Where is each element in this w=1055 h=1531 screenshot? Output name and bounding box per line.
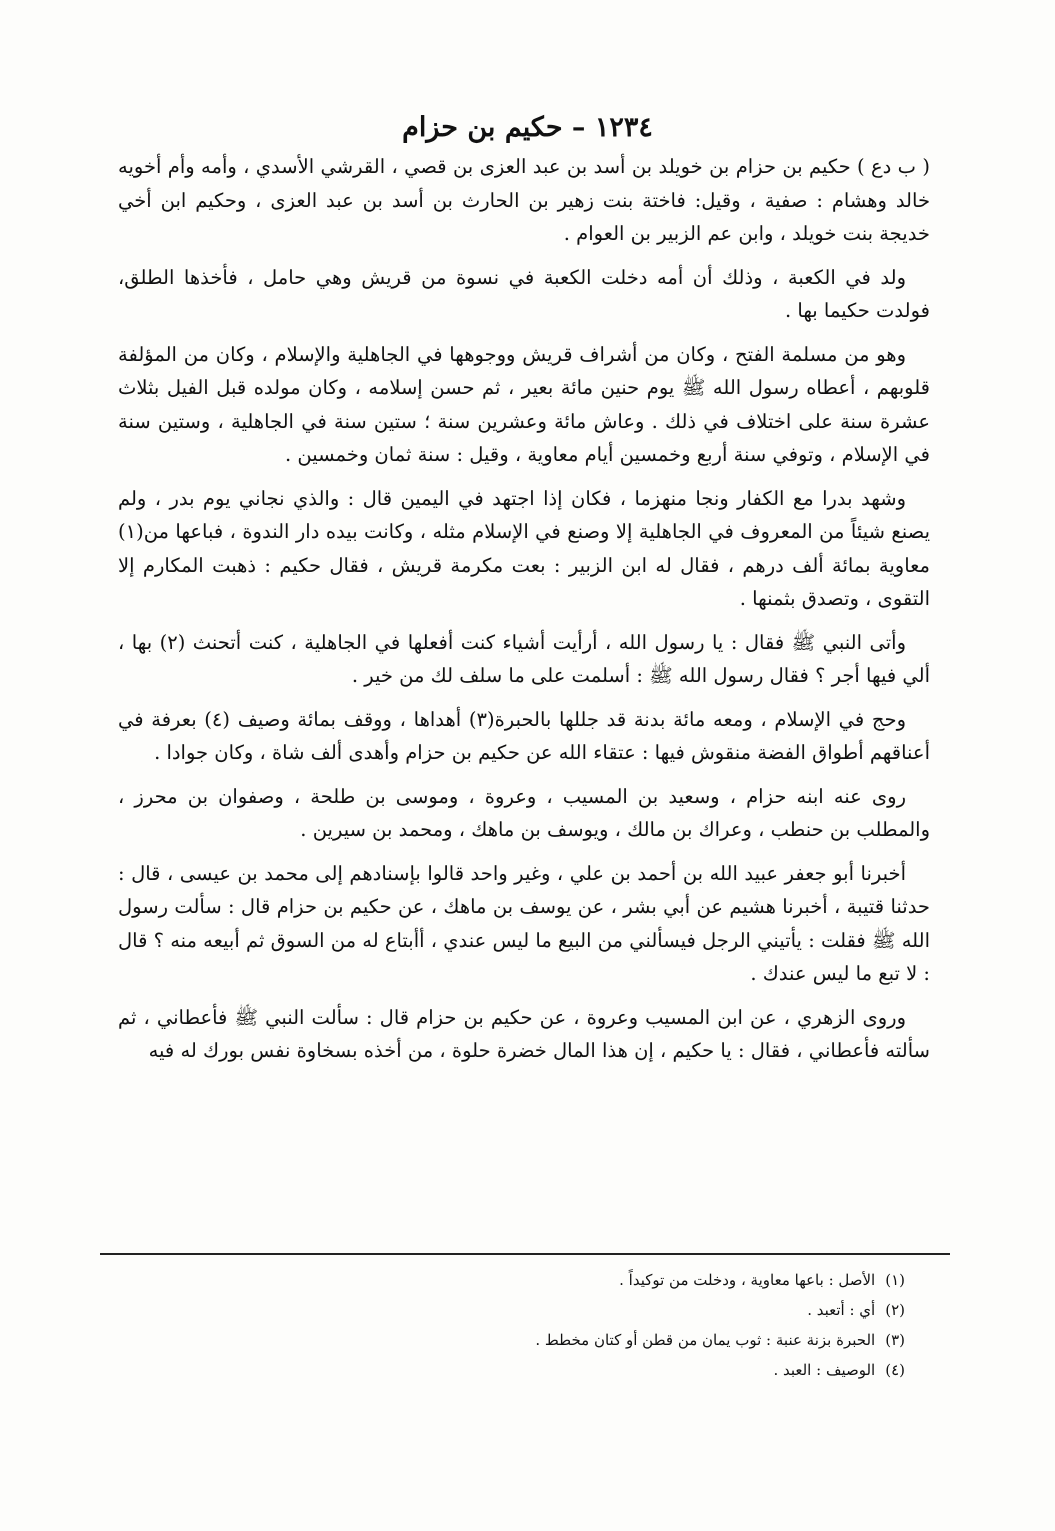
footnote-2: [485, 1295, 905, 1325]
entry-heading: ١٢٣٤ – حكيم بن حزام: [402, 112, 653, 143]
footnote-3: [485, 1325, 905, 1355]
paragraph-question: وأتى النبي ﷺ فقال : يا رسول الله ، أرأيت أشياء كنت أفعلها في الجاهلية ، كنت أتحنث (٢) بها ، ألي فيها أجر ؟ فقال رسول الله ﷺ : أسلمت على ما سلف لك من خير .: [118, 630, 930, 687]
footnote-text: الحبرة بزنة عنبة : ثوب يمان من قطن أو كتان مخطط .: [535, 1331, 876, 1349]
footnote-divider: [100, 1253, 950, 1255]
paragraph-hajj: وحج في الإسلام ، ومعه مائة بدنة قد جللها بالحبرة(٣) أهداها ، ووقف بمائة وصيف (٤) بعرفة في أعناقهم أطواق الفضة منقوش فيها : عتقاء الله عن حكيم بن حزام وأهدى ألف شاة ، وكان جوادا .: [118, 707, 930, 764]
footnote-number: (٤): [885, 1361, 905, 1379]
entry-body: [118, 150, 930, 1078]
paragraph-narrators: روى عنه ابنه حزام ، وسعيد بن المسيب ، وعروة ، وموسى بن طلحة ، وصفوان بن محرز ، والمطلب بن حنطب ، وعراك بن مالك ، ويوسف بن ماهك ، ومحمد بن سيرين .: [118, 784, 930, 841]
footnote-4: [485, 1355, 905, 1385]
paragraph-lineage: ( ب دع ) حكيم بن حزام بن خويلد بن أسد بن عبد العزى بن قصي ، القرشي الأسدي ، وأمه وأم أخويه خالد وهشام : صفية ، وقيل: فاختة بنت زهير بن الحارث بن أسد بن عبد العزى ، وحكيم ابن أخي خديجة بنت خويلد ، وابن عم الزبير بن العوام .: [118, 155, 930, 245]
footnote-text: الوصيف : العبد .: [773, 1361, 876, 1379]
paragraph-islam: وهو من مسلمة الفتح ، وكان من أشراف قريش ووجوهها في الجاهلية والإسلام ، وكان من المؤلفة قلوبهم ، أعطاه رسول الله ﷺ يوم حنين مائة بعير ، ثم حسن إسلامه ، وكان مولده قبل الفيل بثلاث عشرة سنة على اختلاف في ذلك . وعاش مائة وعشرين سنة ؛ ستين سنة في الجاهلية ، وستين سنة في الإسلام ، وتوفي سنة أربع وخمسين أيام معاوية ، وقيل : سنة ثمان وخمسين .: [118, 342, 930, 466]
footnote-text: أي : أتعبد .: [807, 1301, 876, 1319]
footnotes: [485, 1265, 905, 1385]
footnote-text: الأصل : باعها معاوية ، ودخلت من توكيداً .: [619, 1271, 876, 1289]
paragraph-zuhri: وروى الزهري ، عن ابن المسيب وعروة ، عن حكيم بن حزام قال : سألت النبي ﷺ فأعطاني ، ثم سألته فأعطاني ، فقال : يا حكيم ، إن هذا المال خضرة حلوة ، من أخذه بسخاوة نفس بورك له فيه: [118, 1005, 930, 1062]
footnote-1: [485, 1265, 905, 1295]
footnote-number: (٣): [885, 1331, 905, 1349]
paragraph-birth: ولد في الكعبة ، وذلك أن أمه دخلت الكعبة في نسوة من قريش وهي حامل ، فأخذها الطلق، فولدت حكيما بها .: [118, 265, 930, 322]
paragraph-badr: وشهد بدرا مع الكفار ونجا منهزما ، فكان إذا اجتهد في اليمين قال : والذي نجاني يوم بدر ، ولم يصنع شيئاً من المعروف في الجاهلية إلا وصنع في الإسلام مثله ، وكانت بيده دار الندوة ، فباعها من(١) معاوية بمائة ألف درهم ، فقال له ابن الزبير : بعت مكرمة قريش ، فقال حكيم : ذهبت المكارم إلا التقوى ، وتصدق بثمنها .: [118, 486, 930, 610]
footnote-number: (٢): [885, 1301, 905, 1319]
footnote-number: (١): [885, 1271, 905, 1289]
paragraph-hadith-chain: أخبرنا أبو جعفر عبيد الله بن أحمد بن علي ، وغير واحد قالوا بإسنادهم إلى محمد بن عيسى ، قال : حدثنا قتيبة ، أخبرنا هشيم عن أبي بشر ، عن يوسف بن ماهك ، عن حكيم بن حزام قال : سألت رسول الله ﷺ فقلت : يأتيني الرجل فيسألني من البيع ما ليس عندي ، أأبتاع له من السوق ثم أبيعه منه ؟ قال : لا تبع ما ليس عندك .: [118, 861, 930, 985]
